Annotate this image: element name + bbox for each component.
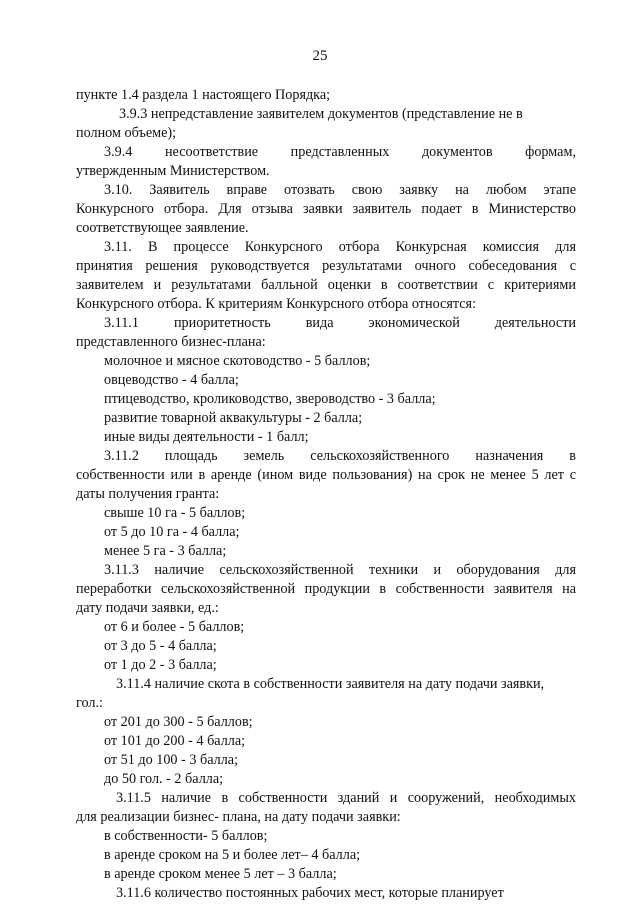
text-line: Конкурсного отбора. Для отзыва заявки заявитель подает в Министерство <box>76 201 576 217</box>
page-number: 25 <box>312 48 328 64</box>
text-line: 3.11.3 наличие сельскохозяйственной техники и оборудования для <box>104 562 576 578</box>
text-line: собственности или в аренде (ином виде пользования) на срок не менее 5 лет с <box>76 467 576 483</box>
text-line: в аренде сроком на 5 и более лет– 4 балла; <box>104 847 361 863</box>
text-line: от 101 до 200 - 4 балла; <box>104 733 246 749</box>
text-line: 3.9.3 непредставление заявителем документов (представление не в <box>119 106 523 122</box>
text-line: полном объеме); <box>76 125 177 141</box>
text-line: от 51 до 100 - 3 балла; <box>104 752 239 768</box>
text-line: от 1 до 2 - 3 балла; <box>104 657 217 673</box>
text-line: 3.11.1 приоритетность вида экономической деятельности <box>104 315 576 331</box>
text-line: соответствующее заявление. <box>76 220 249 236</box>
text-line: иные виды деятельности - 1 балл; <box>104 429 309 445</box>
text-line: принятия решения руководствуется результатами очного собеседования с <box>76 258 576 274</box>
text-line: 3.10. Заявитель вправе отозвать свою заявку на любом этапе <box>104 182 576 198</box>
text-line: от 3 до 5 - 4 балла; <box>104 638 217 654</box>
text-line: даты получения гранта: <box>76 486 220 502</box>
text-line: 3.11.2 площадь земель сельскохозяйственного назначения в <box>104 448 576 464</box>
text-line: менее 5 га - 3 балла; <box>104 543 227 559</box>
text-line: 3.11. В процессе Конкурсного отбора Конкурсная комиссия для <box>104 239 576 255</box>
text-line: птицеводство, кролиководство, звероводство - 3 балла; <box>104 391 436 407</box>
text-line: для реализации бизнес- плана, на дату подачи заявки: <box>76 809 401 825</box>
text-line: представленного бизнес-плана: <box>76 334 266 350</box>
text-line: утвержденным Министерством. <box>76 163 270 179</box>
text-line: от 6 и более - 5 баллов; <box>104 619 245 635</box>
text-line: Конкурсного отбора. К критериям Конкурсного отбора относятся: <box>76 296 477 312</box>
text-line: 3.11.6 количество постоянных рабочих мест, которые планирует <box>116 885 504 901</box>
text-line: 3.11.5 наличие в собственности зданий и сооружений, необходимых <box>116 790 576 806</box>
text-line: пункте 1.4 раздела 1 настоящего Порядка; <box>76 87 331 103</box>
text-line: овцеводство - 4 балла; <box>104 372 239 388</box>
text-line: от 5 до 10 га - 4 балла; <box>104 524 240 540</box>
text-line: переработки сельскохозяйственной продукции в собственности заявителя на <box>76 581 576 597</box>
text-line: дату подачи заявки, ед.: <box>76 600 219 616</box>
text-line: молочное и мясное скотоводство - 5 баллов; <box>104 353 371 369</box>
text-line: развитие товарной аквакультуры - 2 балла; <box>104 410 363 426</box>
text-line: 3.11.4 наличие скота в собственности заявителя на дату подачи заявки, <box>116 676 545 692</box>
text-line: до 50 гол. - 2 балла; <box>104 771 224 787</box>
text-line: заявителем и результатами балльной оценки в соответствии с критериями <box>76 277 576 293</box>
text-line: от 201 до 300 - 5 баллов; <box>104 714 253 730</box>
text-line: гол.: <box>76 695 103 711</box>
text-line: в собственности- 5 баллов; <box>104 828 268 844</box>
text-line: свыше 10 га - 5 баллов; <box>104 505 246 521</box>
text-line: 3.9.4 несоответствие представленных документов формам, <box>104 144 576 160</box>
text-line: в аренде сроком менее 5 лет – 3 балла; <box>104 866 337 882</box>
